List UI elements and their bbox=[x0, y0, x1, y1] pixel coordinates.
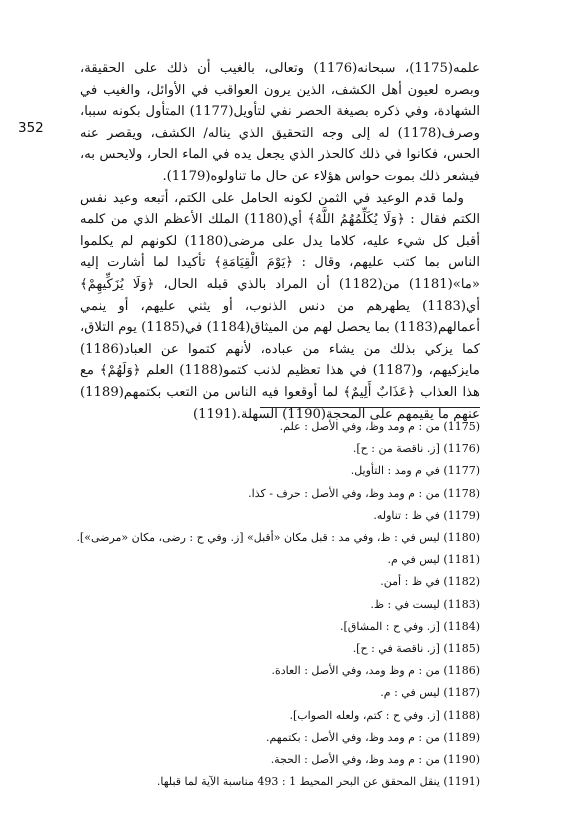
footnote: (1189) من : م ومد وظ، وفي الأصل : بكتمهم. bbox=[265, 730, 480, 744]
footnote: (1180) ليس في : ظ، وفي مد : قبل مكان «أقبل» [ز. وفي ح : رضى، مكان «مرضى»]. bbox=[76, 531, 480, 545]
page-number: 352 bbox=[18, 120, 44, 136]
paragraph: ولما قدم الوعيد في الثمن لكونه الحامل على الكتم، أتبعه وعيد نفس الكتم فقال : ﴿وَلَا يُكَلِّمُهُمُ اللَّهُ﴾ أي(1180) الملك الأعظم الذي من كلمه أقبل كل شيء عليه، كلاما يدل على مرضى(1180) لكونهم لم يكلموا الناس بما كتب عليهم، وقال : ﴿يَوْمَ الْقِيَامَةِ﴾ تأكيدا لما أشارت إليه «ما»(1181) من(1182) أن المراد بالذي قبله الحال، ﴿وَلَا يُزَكِّيهِمْ﴾ أي(1183) يطهرهم من دنس الذنوب، أو يثني عليهم، أو ينمي أعمالهم(1183) بما يحصل لهم من الميثاق(1184) في(1185) يوم التلاق، كما يزكي بذلك من يشاء من عباده، لأنهم كتموا عن العباد(1186) مايزكيهم، و(1187) في هذا تعظيم لذنب كتمو(1188) العلم ﴿وَلَهُمْ﴾ مع هذا العذاب ﴿عَذَابٌ أَلِيمٌ﴾ لما أوقعوا فيه الناس من التعب بكتمهم(1189) عنهم ما يقيمهم على المحجة(1190) السهلة.(1191) bbox=[80, 190, 481, 422]
footnote: (1183) ليست في : ظ. bbox=[370, 597, 480, 611]
footnote: (1179) في ظ : تناوله. bbox=[373, 508, 480, 522]
paragraph: علمه(1175)، سبحانه(1176) وتعالى، بالغيب أن ذلك على الحقيقة، وبصره لعيون أهل الكشف، الذين يرون العواقب في الأوائل، والغيب في الشهادة، وفي ذكره بصيغة الحصر نفي لتأويل(1177) المتأول بكونه سببا، وصرف(1178) له إلى وجه التحقيق الذي يناله/ الكشف، ويقصر عنه الحس، فكانوا في ذلك كالحذر الذي يجعل يده في الماء الحار، ولايحس به، فيشعر ذلك بموت حواس هؤلاء عن حال ما تناولوه(1179). bbox=[80, 61, 480, 184]
footnote: (1181) ليس في م. bbox=[387, 553, 480, 567]
footnote: (1178) من : م ومد وظ، وفي الأصل : حرف - كذا. bbox=[248, 486, 480, 500]
footnote: (1187) ليس في : م. bbox=[380, 686, 480, 700]
footnote: (1186) من : م وظ ومد، وفي الأصل : العادة. bbox=[271, 664, 480, 678]
footnote: (1182) في ظ : أمن. bbox=[380, 575, 480, 589]
footnote: (1184) [ز. وفي ح : المشاق]. bbox=[340, 619, 480, 633]
footnote: (1185) [ز. ناقصة في : ح]. bbox=[352, 642, 480, 656]
footnote: (1190) من : م ومد وظ، وفي الأصل : الحجة. bbox=[270, 753, 480, 767]
footnote: (1176) [ز. ناقصة من : ح]. bbox=[352, 442, 480, 456]
footnote: (1191) ينقل المحقق عن البحر المحيط 1 : 493 مناسبة الآية لما قبلها. bbox=[156, 775, 480, 789]
footnote: (1188) [ز. وفي ح : كتم، ولعله الصواب]. bbox=[289, 708, 480, 722]
main-text bbox=[80, 58, 480, 425]
footnotes-list bbox=[76, 416, 480, 793]
footnote: (1177) في م ومد : التأويل. bbox=[350, 464, 480, 478]
footnote-divider bbox=[260, 407, 480, 408]
footnote: (1175) من : م ومد وظ، وفي الأصل : علم. bbox=[279, 420, 480, 433]
